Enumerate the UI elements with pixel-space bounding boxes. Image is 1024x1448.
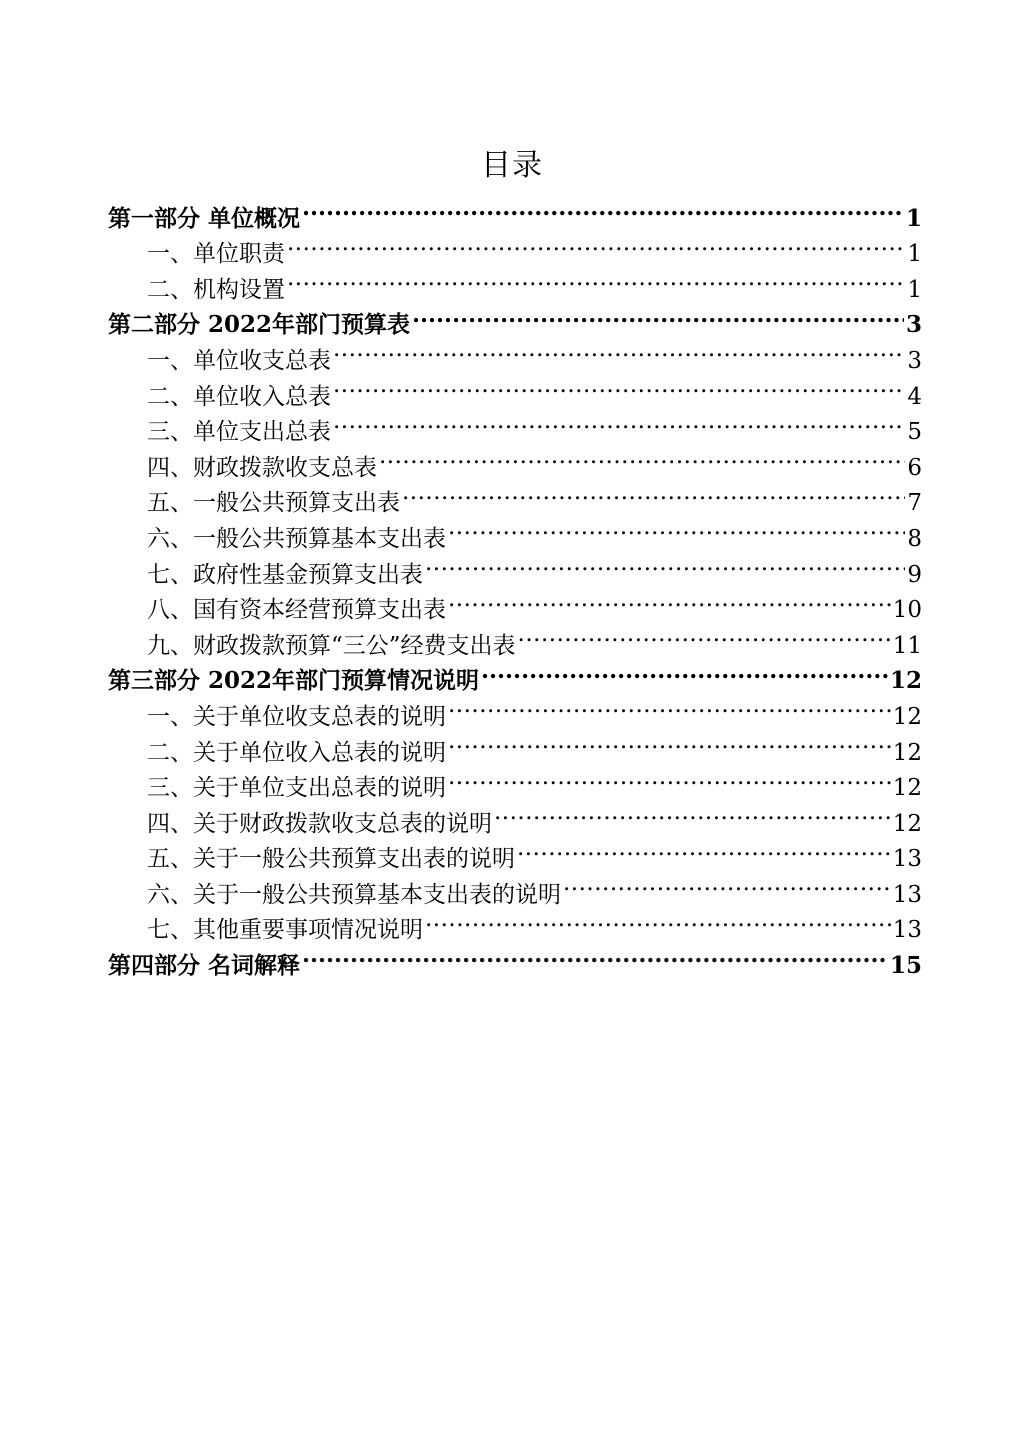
toc-page-number: 11 bbox=[892, 632, 922, 659]
toc-entry-text: 五、关于一般公共预算支出表的说明 bbox=[147, 846, 515, 873]
toc-title: 目录 bbox=[481, 148, 543, 183]
toc-entry-text: 第四部分 名词解释 bbox=[108, 952, 301, 980]
toc-entry-text: 第三部分 2022年部门预算情况说明 bbox=[108, 667, 480, 695]
toc-dot-leader bbox=[448, 688, 891, 724]
toc-entry-text: 二、关于单位收入总表的说明 bbox=[147, 739, 446, 766]
toc-list bbox=[108, 190, 922, 980]
toc-page-number: 13 bbox=[892, 917, 922, 944]
toc-page-number: 7 bbox=[907, 490, 922, 517]
toc-page-number: 1 bbox=[907, 276, 922, 303]
toc-entry-text: 六、关于一般公共预算基本支出表的说明 bbox=[147, 881, 561, 908]
toc-dot-leader bbox=[333, 404, 905, 440]
toc-page-number: 1 bbox=[905, 204, 922, 232]
toc-page-number: 9 bbox=[907, 561, 922, 588]
toc-dot-leader bbox=[287, 226, 905, 262]
toc-dot-leader bbox=[425, 902, 891, 938]
toc-page-number: 13 bbox=[892, 881, 922, 908]
toc-dot-leader bbox=[517, 831, 891, 867]
toc-entry-text: 七、政府性基金预算支出表 bbox=[147, 561, 423, 588]
toc-dot-leader bbox=[302, 190, 904, 226]
toc-dot-leader bbox=[333, 332, 905, 368]
toc-dot-leader bbox=[333, 368, 905, 404]
toc-dot-leader bbox=[494, 795, 891, 831]
toc-page-number: 12 bbox=[892, 775, 922, 802]
toc-dot-leader bbox=[425, 546, 905, 582]
toc-entry-text: 三、单位支出总表 bbox=[147, 419, 331, 446]
toc-entry-text: 一、单位收支总表 bbox=[147, 347, 331, 374]
toc-entry-text: 五、一般公共预算支出表 bbox=[147, 490, 400, 517]
toc-dot-leader bbox=[379, 439, 905, 475]
toc-page-number: 3 bbox=[907, 347, 922, 374]
toc-page-number: 3 bbox=[905, 311, 922, 339]
toc-page-number: 10 bbox=[892, 597, 922, 624]
toc-page-number: 5 bbox=[907, 419, 922, 446]
toc-dot-leader bbox=[448, 510, 905, 546]
toc-entry-text: 第二部分 2022年部门预算表 bbox=[108, 311, 411, 339]
toc-page-number: 12 bbox=[892, 703, 922, 730]
toc-entry-text: 六、一般公共预算基本支出表 bbox=[147, 525, 446, 552]
toc-entry-text: 八、国有资本经营预算支出表 bbox=[147, 597, 446, 624]
toc-page-number: 12 bbox=[889, 667, 922, 695]
toc-page-number: 13 bbox=[892, 846, 922, 873]
toc-page-number: 12 bbox=[892, 739, 922, 766]
toc-page-number: 4 bbox=[907, 383, 922, 410]
toc-entry-text: 第一部分 单位概况 bbox=[108, 204, 301, 232]
toc-entry-text: 九、财政拨款预算“三公”经费支出表 bbox=[147, 632, 516, 659]
toc-page-number: 6 bbox=[907, 454, 922, 481]
toc-entry-text: 四、关于财政拨款收支总表的说明 bbox=[147, 810, 492, 837]
toc-page-number: 8 bbox=[907, 525, 922, 552]
toc-entry-text: 二、机构设置 bbox=[147, 276, 285, 303]
toc-entry-text: 一、单位职责 bbox=[147, 241, 285, 268]
toc-dot-leader bbox=[287, 261, 905, 297]
toc-dot-leader bbox=[412, 297, 904, 333]
toc-entry-text: 三、关于单位支出总表的说明 bbox=[147, 775, 446, 802]
toc-dot-leader bbox=[448, 760, 891, 796]
toc-dot-leader bbox=[448, 724, 891, 760]
toc-entry-text: 二、单位收入总表 bbox=[147, 383, 331, 410]
toc-dot-leader bbox=[518, 617, 891, 653]
toc-dot-leader bbox=[402, 475, 905, 511]
toc-dot-leader bbox=[563, 866, 891, 902]
toc-page-number: 1 bbox=[907, 241, 922, 268]
toc-page-number: 12 bbox=[892, 810, 922, 837]
toc-dot-leader bbox=[448, 582, 891, 618]
toc-dot-leader bbox=[481, 653, 888, 689]
toc-entry-text: 四、财政拨款收支总表 bbox=[147, 454, 377, 481]
toc-dot-leader bbox=[302, 937, 888, 973]
toc-entry-text: 一、关于单位收支总表的说明 bbox=[147, 703, 446, 730]
toc-entry[interactable] bbox=[108, 190, 922, 232]
toc-page-number: 15 bbox=[889, 952, 922, 980]
toc-entry-text: 七、其他重要事项情况说明 bbox=[147, 917, 423, 944]
